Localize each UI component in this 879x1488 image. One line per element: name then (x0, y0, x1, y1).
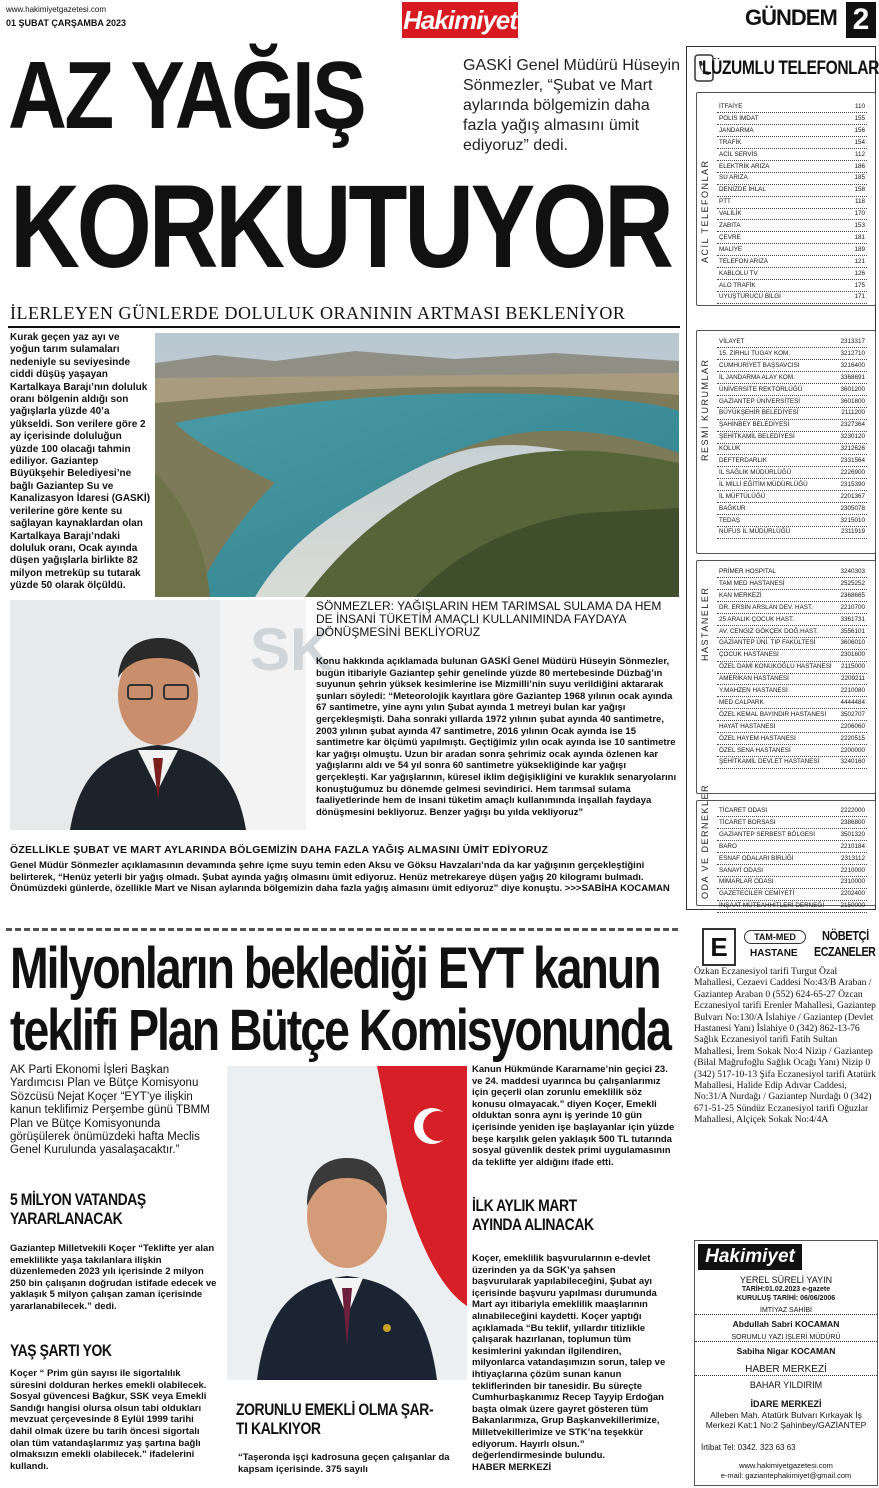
phone-row-number: 156 (854, 126, 865, 134)
issue-date: 01 ŞUBAT ÇARŞAMBA 2023 (6, 18, 127, 28)
imprint-office: Alleben Mah. Atatürk Bulvarı Kırkayak İş Merkezi Kat:1 No:2 Şahinbey/GAZİANTEP (705, 1410, 867, 1430)
phone-row-number: 175 (854, 281, 865, 289)
imprint-owner-label: İMTİYAZ SAHİBİ (695, 1307, 877, 1315)
phone-row-label: ÖZEL HAYEM HASTANESİ (719, 734, 796, 742)
phone-row-label: ÇEVRE (719, 233, 741, 241)
eyt-subhead-1a: 5 MİLYON VATANDAŞ (10, 1190, 146, 1209)
lead-body-3: Genel Müdür Sönmezler açıklamasının devamında şehre içme suyu temin eden Aksu ve Göksu Havzaları’nda da kar yağışının gerçekleştiğini belirterek, “Henüz yeterli bir yağış olmadı. Şubat ayında yağış olmasını ümit ediyoruz. Henüz metrekareye düşen yağış 20 kilogramı bulmadı. Önümüzdeki günlerde, özellikle Mart ve Nisan aylarında bölgemizin daha fazla yağış almasını ümit ediyoruz” diye konuştu. >>>SABİHA KOCAMAN (10, 860, 670, 895)
eyt-headline-line1: Milyonların beklediği EYT kanun (10, 936, 660, 1001)
phone-row (717, 185, 867, 196)
phone-row-label: ÖZEL SENA HASTANESİ (719, 746, 791, 754)
phone-row (717, 173, 867, 184)
phone-row (717, 662, 867, 673)
phone-row (717, 221, 867, 232)
phone-row-label: ACİL SERVİS (719, 150, 758, 158)
phone-row (717, 567, 867, 578)
phone-row-number: 118 (854, 198, 865, 206)
eyt-subhead-3a: ZORUNLU EMEKLİ OLMA ŞAR- (236, 1400, 434, 1419)
phone-row (717, 337, 867, 348)
phone-row-number: 2305078 (840, 504, 865, 512)
phone-row-number: 3368691 (840, 373, 865, 381)
section-emergency-label: ACİL TELEFONLAR (700, 159, 710, 263)
phone-row (717, 456, 867, 467)
imprint-office-label: İDARE MERKEZİ (750, 1399, 822, 1409)
phone-row-number: 2210080 (840, 687, 865, 694)
eyt-subhead-3 (236, 1400, 466, 1438)
phone-row-label: ÖZEL KEMAL BAYINDIR HASTANESİ (719, 710, 827, 718)
phone-row-label: POLİS İMDAT (719, 114, 759, 122)
phone-row (717, 162, 867, 173)
phone-row (717, 420, 867, 431)
phone-row-number: 2222000 (840, 807, 865, 814)
phone-row-number: 155 (854, 114, 865, 122)
eyt-headline-line2: teklifi Plan Bütçe Komisyonunda (10, 998, 670, 1063)
phone-row-label: ÇOCUK HASTANESİ (719, 651, 779, 659)
politician-portrait-photo (227, 1066, 467, 1380)
phone-row-number: 3216400 (840, 361, 865, 369)
phone-row-number: 3212710 (840, 349, 865, 357)
phone-row-label: UYUŞTURUCU BİLGİ (719, 293, 781, 301)
phone-row-label: AV. CENGİZ GÖKÇEK DOĞ.HAST. (719, 627, 819, 635)
phone-row-label: HAYAT HASTANESİ (719, 722, 776, 730)
imprint-editor-label: SORUMLU YAZI İŞLERİ MÜDÜRÜ (695, 1334, 877, 1342)
eyt-subhead-2 (10, 1341, 134, 1360)
lead-subhead-2: SÖNMEZLER: YAĞIŞLARIN HEM TARIMSAL SULAMA DA HEM DE İNSANİ TÜKETİM AMAÇLI KULLANIMINDA FAYDAYA DÖNÜŞMESİNİ BEKLİYORUZ (316, 599, 662, 639)
phone-row (717, 638, 867, 649)
imprint-editor: Sabiha Nigar KOCAMAN (736, 1346, 836, 1356)
phone-row (717, 734, 867, 745)
phone-row (717, 806, 867, 817)
phone-row-number: 2368665 (840, 591, 865, 599)
phone-row-label: ESNAF ODALARI BİRLİĞİ (719, 854, 794, 862)
phone-row (717, 281, 867, 292)
lead-subhead: İLERLEYEN GÜNLERDE DOLULUK ORANININ ARTMASI BEKLENİYOR (10, 303, 626, 323)
phone-row-number: 2331564 (840, 457, 865, 464)
phone-row-label: BAĞKUR (719, 504, 746, 512)
eyt-body-5-text: Koçer, emeklilik başvurularının e-devlet üzerinden ya da SGK’ya şahsen başvurularak yapılabileceğini, Şubat ayı içerisinde başvuru yapılması durumunda Mart ayı itibariyla emeklilik maaşlarının alınabileceğini kaydetti. Koçer yaptığı açıklamada “Bu teklif, yıllardır titizlikle çalışarak hazırlanan, toplumun tüm kesimlerini yakından ilgilendiren, milyonlarca vatandaşımızın sorun, talep ve ihtiyaçlarına çözüm sunan kanun tekliflerinden bir tanesidir. Bu süreçte Cumhurbaşkanımız Recep Tayyip Erdoğan başta olmak üzere gayret gösteren tüm Bakanlarımıza, Grup Başkanvekillerimize, Milletvekillerimize ve STK’na teşekkür ediyorum. Hayırlı olsun.” değerlendirmesinde bulundu. (472, 1253, 666, 1462)
pharmacy-brand: TAM-MED (744, 930, 806, 944)
phone-row (717, 408, 867, 419)
phone-row-number: 121 (854, 257, 865, 265)
phone-row (717, 361, 867, 372)
phone-row-label: SANAYİ ODASI (719, 866, 763, 874)
phone-row (717, 257, 867, 268)
phone-row-number: 2310000 (840, 878, 865, 886)
eyt-subhead-4b: AYINDA ALINACAK (472, 1215, 594, 1234)
phone-row (717, 504, 867, 515)
phone-row (717, 818, 867, 829)
phone-row-label: GAZİANTEP ÜNİ. TIP FAKÜLTESİ (719, 639, 816, 647)
phone-row-label: GAZİANTEP SERBEST BÖLGESİ (719, 830, 815, 838)
dam-reservoir-photo (155, 333, 679, 597)
phone-row-number: 2150000 (840, 902, 865, 910)
phone-row (717, 627, 867, 638)
phone-row-number: 153 (854, 222, 865, 229)
lead-deck: GASKİ Genel Müdürü Hüseyin Sönmezler, “Şubat ve Mart aylarında bölgemizin daha fazla yağış almasını ümit ediyoruz” dedi. (463, 57, 680, 154)
phone-row-label: ELEKTRİK ARIZA (719, 162, 770, 170)
pharmacy-list: Özkan Eczanesiyol tarifi Turgut Özal Mahallesi, Cezaevi Caddesi No:43/B Araban / Gaziantep Araban 0 (552) 624-65-27 Özcan Eczanesiyol tarifi Erenler Mahallesi, Gaziantep Bulvarı No:130/A İslahiye / Gaziantep (Devlet Hastanesi Yanı) İslahiye 0 (342) 862-13-76 Sağlık Eczanesiyol tarifi Fatih Sultan Mahallesi, İrem Sokak No:4 Nizip / Gaziantep (Bilal Mağrufoğlu Sağlık Ocağı Yanı) Nizip 0 (342) 517-10-13 Şifa Eczanesiyol tarifi Atatürk Mahallesi, Halide Edip Adıvar Caddesi, No:31/A Nurdağı / Gaziantep Nurdağı 0 (342) 671-51-25 Sündüz Eczanesiyol tarifi Oğuzlar Mahallesi, Alçiçek Sokak No:4/4A (694, 966, 876, 1126)
phone-row-number: 2315390 (840, 480, 865, 488)
phone-row-label: ZABITA (719, 222, 741, 229)
phone-row-label: Y.MAHZEN HASTANESİ (719, 687, 788, 694)
phone-row (717, 126, 867, 137)
phone-row-number: 3606010 (840, 639, 865, 647)
phone-row-number: 158 (854, 186, 865, 194)
imprint-web[interactable]: www.hakimiyetgazetesi.com (739, 1461, 833, 1470)
phone-row-number: 3215010 (840, 516, 865, 524)
section-divider (6, 928, 678, 931)
pharmacy-brand-sub: HASTANE (750, 948, 798, 959)
phone-row-number: 3230120 (840, 433, 865, 441)
phone-row (717, 757, 867, 768)
phone-row-number: 3212626 (840, 445, 865, 453)
phone-row-label: VALİLİK (719, 210, 742, 218)
phone-row (717, 866, 867, 877)
phone-row-number: 171 (854, 293, 865, 301)
svg-text:SK: SK (250, 616, 334, 683)
phone-row-label: NÜFUS İL MÜDÜRLÜĞÜ (719, 528, 791, 536)
phone-row-number: 2209211 (840, 675, 865, 683)
phone-row (717, 579, 867, 590)
phone-row-number: 3601200 (840, 385, 865, 393)
phone-row-label: İNŞAAT MÜTEAHHİTLERİ DERNEĞİ (719, 902, 825, 910)
section-emergency (696, 92, 876, 306)
phone-row-label: DEFTERDARLIK (719, 457, 767, 464)
phone-row-number: 154 (854, 138, 865, 146)
phone-row (717, 889, 867, 900)
phone-row-label: KOLUK (719, 445, 741, 453)
phone-row (717, 674, 867, 685)
imprint-email[interactable]: e-mail: gaziantephakimiyet@gmail.com (720, 1471, 852, 1480)
phone-row-label: ÜNİVERSİTE REKTÖRLÜĞÜ (719, 385, 803, 393)
official-portrait-photo (10, 600, 334, 830)
phone-row (717, 397, 867, 408)
imprint-phone: İrtibat Tel: 0342. 323 63 63 (701, 1443, 796, 1452)
phone-row-label: DENİZDE İHLAL (719, 186, 766, 194)
eyt-subhead-1 (10, 1190, 176, 1228)
phone-row (717, 480, 867, 491)
phone-row-label: AMERİKAN HASTANESİ (719, 675, 789, 683)
eyt-body-1: Gaziantep Milletvekili Koçer “Teklifte yer alan emeklilikte yaşa takılanlara ilişkin düzenlemeden 2023 yılı içerisinde 2 milyon 250 bin çalışanın doğrudan istifade edecek ve yaklaşık 5 milyon çalışan zaman içerisinde yararlanabilecek.” dedi. (10, 1243, 217, 1312)
section-chambers-label: ODA VE DERNEKLER (700, 783, 710, 899)
page-number: 2 (846, 2, 876, 38)
phone-row-label: BARO (719, 842, 737, 850)
phone-row (717, 650, 867, 661)
lead-lede: Kurak geçen yaz ayı ve yoğun tarım sulamaları nedeniyle su seviyesinde ciddi düşüş yaşayan Kartalkaya Barajı’nın doluluk oranı bölgenin aldığı son yağışlarla yüzde 40’a yükseldi. Son verilere göre 2 ay içerisinde doluluğun yüzde 100 olacağı tahmin ediliyor. Gaziantep Büyükşehir Belediyesi’ne bağlı Gaziantep Su ve Kanalizasyon İdaresi (GASKİ) verilerine göre kente su sağlayan kaynaklardan olan Kartalkaya Barajı’ndaki doluluk oranı, Ocak ayında düşen yağışlarla birlikte 82 milyon metreküp su tutarak yüzde 50 olarak ölçüldü. (10, 332, 151, 592)
section-title: GÜNDEM (745, 5, 837, 30)
pharmacy-title-2: ECZANELER (814, 944, 876, 959)
phone-row (717, 842, 867, 853)
phone-row (717, 349, 867, 360)
pharmacy-e-icon: E (702, 928, 736, 966)
phone-row-label: TELEFON ARIZA (719, 257, 768, 265)
phone-row-number: 2386800 (840, 818, 865, 826)
phone-row (717, 209, 867, 220)
phone-row (717, 686, 867, 697)
phone-row-label: MİMARLAR ODASI (719, 878, 774, 886)
imprint-owner: Abdullah Sabri KOCAMAN (732, 1319, 840, 1329)
eyt-intro: AK Parti Ekonomi İşleri Başkan Yardımcısı Plan ve Bütçe Komisyonu Sözcüsü Nejat Koçer “EYT’ye ilişkin kanun teklifimiz Perşembe günü TBMM Plan ve Bütçe Komisyonunda görüşülerek önümüzdeki hafta Meclis Genel Kurulunda yasalaşacaktır.” (10, 1064, 210, 1157)
phone-row-number: 186 (854, 162, 865, 170)
phone-row-number: 110 (854, 103, 865, 110)
phone-row-number: 2226900 (840, 468, 865, 476)
phone-row (717, 150, 867, 161)
phone-row-label: MALİYE (719, 245, 743, 253)
phone-row (717, 385, 867, 396)
imprint-date: TARİH:01.02.2023 e-gazete (741, 1286, 831, 1293)
phone-row (717, 527, 867, 538)
imprint-logo: Hakimiyet (698, 1244, 802, 1270)
pharmacy-title-1: NÖBETÇİ (822, 928, 869, 943)
phone-row-number: 2301600 (840, 651, 865, 659)
phone-row-label: TEDAŞ (719, 516, 740, 524)
phone-row (717, 591, 867, 602)
phone-row (717, 854, 867, 865)
phone-row-label: İL MÜFTÜLÜĞÜ (719, 492, 766, 500)
section-hospitals (696, 560, 876, 794)
lead-headline-line1: AZ YAĞIŞ (8, 42, 365, 149)
lead-subhead-3: ÖZELLİKLE ŞUBAT VE MART AYLARINDA BÖLGEMİZİN DAHA FAZLA YAĞIŞ ALMASINI ÜMİT EDİYORUZ (10, 844, 549, 856)
phone-row (717, 292, 867, 303)
phone-row-number: 2210700 (840, 603, 865, 611)
phone-row-number: 2313112 (840, 854, 865, 862)
phone-row (717, 492, 867, 503)
eyt-body-3: “Taşeronda işçi kadrosuna geçen çalışanlar da kapsam içerisinde. 375 sayılı (238, 1452, 450, 1475)
imprint-founded: KURULUŞ TARİHİ: 06/06/2006 (736, 1295, 836, 1302)
phone-row-label: CUMHURİYET BAŞSAVCISI (719, 361, 800, 369)
phone-row (717, 197, 867, 208)
site-url[interactable]: www.hakimiyetgazetesi.com (6, 5, 107, 14)
phone-row-label: ALO TRAFİK (719, 281, 756, 289)
phone-row (717, 830, 867, 841)
phone-row-number: 3556101 (840, 627, 865, 635)
imprint-news-label: HABER MERKEZİ (695, 1364, 877, 1376)
phone-row-number: 2111200 (841, 409, 865, 417)
eyt-subhead-1b: YARARLANACAK (10, 1209, 123, 1228)
phone-row-label: İL SAĞLIK MÜDÜRLÜĞÜ (719, 468, 792, 476)
phone-row (717, 114, 867, 125)
phone-row (717, 102, 867, 113)
phone-row-label: ŞAHİNBEY BELEDİYESİ (719, 421, 790, 429)
section-official (696, 330, 876, 554)
useful-phones-title: LÜZUMLU TELEFONLAR (702, 58, 879, 79)
phone-row-label: JANDARMA (719, 126, 754, 134)
phone-row (717, 373, 867, 384)
phone-row-label: TİCARET BORSASI (719, 818, 776, 826)
phone-row-number: 2115000 (840, 663, 865, 671)
phone-row (717, 710, 867, 721)
phone-row-number: 126 (854, 269, 865, 277)
eyt-body-4: Kanun Hükmünde Kararname’nin geçici 23. ve 24. maddesi uyarınca bu çalışanlarımız için geçerli olan zorunlu emeklilik söz konusu olmayacak.” diyen Koçer, Emekli olduktan sonra aynı iş yerinde 10 gün içerisinde yeniden işe başlayanlar için yüzde beşe karşılık gelen yaklaşık 500 TL tutarında sosyal güvenlik destek primi uygulamasının da teklifte yer aldığını ifade etti. (472, 1064, 675, 1168)
phone-row (717, 468, 867, 479)
phone-row-number: 3240160 (840, 758, 865, 766)
phone-row-label: İL JANDARMA ALAY KOM. (719, 373, 795, 381)
phone-row-number: 2210184 (840, 842, 865, 850)
phone-row-number: 2202400 (840, 890, 865, 898)
phone-row-number: 181 (854, 233, 865, 241)
section-official-label: RESMİ KURUMLAR (700, 358, 710, 461)
phone-row-label: KABLOLU TV (719, 269, 758, 277)
phone-row-number: 2311919 (840, 528, 865, 536)
phone-row-label: GAZİANTEP ÜNİVERSİTESİ (719, 397, 801, 405)
phone-row-number: 3502707 (840, 710, 865, 718)
lead-headline-line2: KORKUTUYOR (10, 161, 671, 293)
eyt-subhead-2-text: YAŞ ŞARTI YOK (10, 1341, 112, 1360)
phone-row (717, 269, 867, 280)
phone-row-label: VİLAYET (719, 338, 745, 345)
phone-row-number: 2327364 (840, 421, 865, 429)
phone-row (717, 877, 867, 888)
phone-row (717, 516, 867, 527)
phone-row-number: 112 (854, 150, 865, 158)
phone-row-number: 3361731 (840, 615, 865, 623)
imprint-news: BAHAR YILDIRIM (749, 1380, 823, 1390)
eyt-subhead-4 (472, 1196, 620, 1234)
phone-row (717, 245, 867, 256)
phone-row-label: ÖZEL DAMİ KONUKOĞLU HASTANESİ (719, 663, 832, 671)
section-chambers (696, 783, 876, 910)
phone-row-label: KAN MERKEZİ (719, 591, 762, 599)
phone-row-number: 2525252 (840, 579, 865, 587)
phone-row-number: 3601800 (840, 397, 865, 405)
pharmacy-header (702, 928, 874, 964)
phone-row-label: TİCARET ODASI (719, 807, 768, 814)
phone-row (717, 603, 867, 614)
phone-row-number: 189 (854, 245, 865, 253)
eyt-body-5 (472, 1253, 675, 1473)
phone-row-label: GAZETECİLER CEMİYETİ (719, 890, 795, 898)
phone-row-label: 25 ARALIK ÇOCUK HAST. (719, 615, 794, 623)
phone-row-number: 4444484 (840, 698, 865, 706)
phone-row-label: ŞEHİTKAMİL BELEDİYESİ (719, 433, 795, 441)
phone-row (717, 901, 867, 912)
phone-row-label: İL MİLLİ EĞİTİM MÜDÜRLÜĞÜ (719, 480, 808, 488)
phone-row-number: 2206060 (840, 722, 865, 730)
phone-row-label: PTT (719, 198, 731, 206)
phone-row-label: MED CALPARK (719, 698, 764, 706)
phone-row (717, 138, 867, 149)
phone-row-number: 2220515 (840, 734, 865, 742)
newspaper-logo: Hakimiyet (402, 2, 518, 38)
phone-row (717, 746, 867, 757)
phone-row (717, 615, 867, 626)
eyt-byline: HABER MERKEZİ (472, 1461, 552, 1473)
phone-row-number: 2201367 (840, 492, 865, 500)
phone-row-number: 2200000 (840, 746, 865, 754)
phone-row-label: PRİMER HOSPITAL (719, 568, 776, 575)
phone-row-number: 2210000 (840, 866, 865, 874)
phone-row (717, 698, 867, 709)
phone-row-label: İTFAİYE (719, 103, 743, 110)
imprint-box (694, 1240, 878, 1486)
phone-row (717, 432, 867, 443)
phone-row-label: 15. ZIRHLI TUGAY KOM. (719, 349, 791, 357)
lead-body-2: Konu hakkında açıklamada bulunan GASKİ Genel Müdürü Hüseyin Sönmezler, bugün itibariyle Gaziantep şehir genelinde yüzde 80 mertebesinde Düzbağ’ın suyunun şehrin yüksek kesimlerine ise Mizmilli’nin suyu verildiğini aktararak şunları söyledi: “Meteorolojik kayıtlara göre Gaziantep 1968 yılının ocak ayında 67 santimetre, yine aynı yılın Şubat ayında 1 metreyi bulan kar yağışı gerçekleşmişti. Daha sonraki yıllarda 1972 yılının şubat ayında 40 santimetre, 2003 yılının şubat ayında 47 santimetre, 2016 yılının Ocak ayında ise 15 santimetre kar ölçümü yapılmıştı. Geçtiğimiz yılın ocak ayında ise 10 santimetre kar yağışı olmuştu. Uzun bir aradan sonra şehrimiz ocak ayında özlenen kar yağışlarını aldı ve 54 yıl sonra 60 santimetre yüksekliğinde kar yağışı gerçekleşti. Kar yağışlarının, küresel iklim değişikliğini ve kuraklık senaryolarını konuştuğumuz bu dönemde gelmesi sevindirici. Hem tarımsal sulama faaliyetlerinde hem de insani tüketim amaçlı kullanımında inşallah faydaya dönüşmesini bekliyoruz. Benzer yağışı bu yılda vekliyoruz” (316, 656, 677, 818)
phone-row-label: TAM MED HASTANESİ (719, 579, 785, 587)
phone-row-label: DR. ERSİN ARSLAN DEV. HAST. (719, 603, 813, 611)
phone-row-number: 3240303 (840, 568, 865, 575)
phone-row-number: 170 (854, 210, 865, 218)
phone-row-label: ŞEHİTKAMİL DEVLET HASTANESİ (719, 758, 820, 766)
phone-row-number: 3501320 (840, 830, 865, 838)
eyt-subhead-4a: İLK AYLIK MART (472, 1196, 577, 1215)
phone-row-label: SU ARIZA (719, 174, 748, 182)
phone-row (717, 233, 867, 244)
imprint-tagline: YEREL SÜRELİ YAYIN (739, 1275, 833, 1285)
eyt-subhead-3b: TI KALKIYOR (236, 1419, 321, 1438)
eyt-body-2: Koçer “ Prim gün sayısı ile sigortalılık süresini dolduran herkes emekli olabilecek. Sosyal güvencesi Bağkur, SSK veya Emekli Sandığı hangisi olursa olsun tabi oldukları mevzuat çerçevesinde 8 Eylül 1999 tarihi dahil olmak üzere bu tarih öncesi sigortalı olan tüm vatandaşlarımız yaş şartına bağlı olmaksızın emekli olabilecek.” ifadelerini kullandı. (10, 1368, 207, 1472)
phone-row-label: TRAFİK (719, 138, 742, 146)
phone-row-number: 185 (854, 174, 865, 182)
phone-row (717, 444, 867, 455)
phone-row (717, 722, 867, 733)
phone-row-number: 2313317 (840, 338, 865, 345)
phone-row-label: BÜYÜKŞEHİR BELEDİYESİ (719, 409, 799, 417)
section-hospitals-label: HASTANELER (700, 586, 710, 661)
